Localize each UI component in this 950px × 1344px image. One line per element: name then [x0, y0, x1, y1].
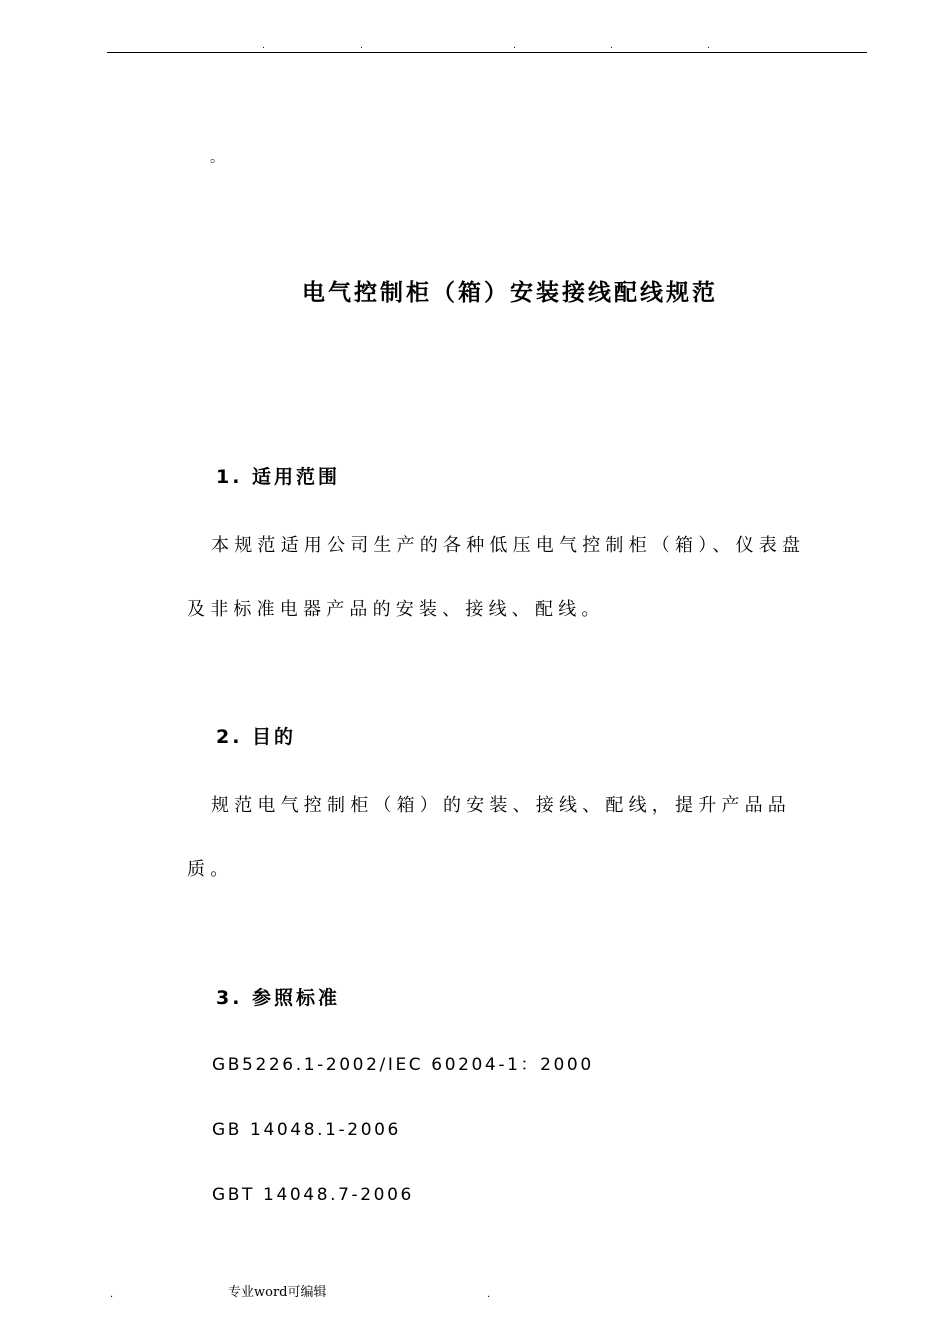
header-dot: . — [707, 41, 710, 51]
header-dot: . — [513, 41, 516, 51]
header-dot: . — [262, 41, 265, 51]
footer-dot: . — [487, 1289, 491, 1300]
header-dot: . — [610, 41, 613, 51]
standard-item: GB 14048.1-2006 — [212, 1120, 401, 1140]
section-heading: 3. 参照标准 — [216, 987, 341, 1009]
section-paragraph: 规范电气控制柜（箱）的安装、接线、配线，提升产品品质。 — [187, 795, 791, 880]
footer-text: 专业word可编辑 — [228, 1285, 327, 1300]
header-dot: . — [360, 41, 363, 51]
header-rule — [107, 52, 867, 53]
stray-punctuation: 。 — [210, 150, 224, 166]
footer-dot: . — [110, 1289, 114, 1300]
standard-item: GBT 14048.7-2006 — [212, 1185, 414, 1205]
standard-item: GB5226.1-2002/IEC 60204-1：2000 — [212, 1055, 594, 1075]
section-heading: 2. 目的 — [216, 726, 297, 748]
section-paragraph: 本规范适用公司生产的各种低压电气控制柜（箱）、仪表盘及非标准电器产品的安装、接线、配线。 — [187, 535, 806, 620]
section-heading: 1. 适用范围 — [216, 466, 341, 488]
document-title: 电气控制柜（箱）安装接线配线规范 — [302, 280, 718, 307]
